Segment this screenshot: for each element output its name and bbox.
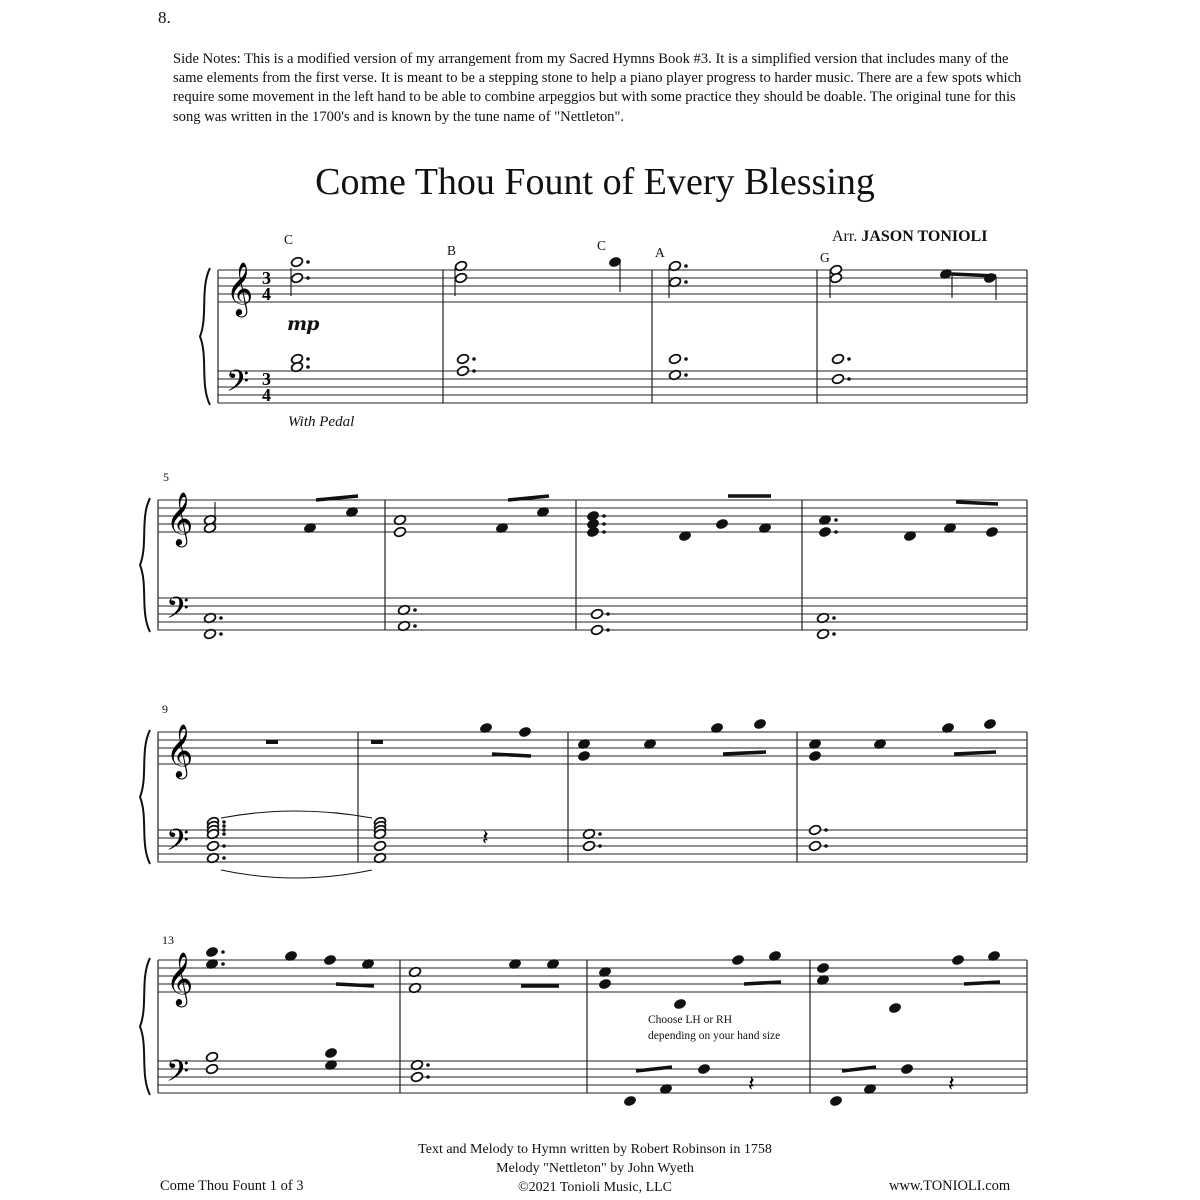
bass-clef: 𝄢 bbox=[166, 824, 190, 865]
time-signature-digit: 3 bbox=[262, 369, 271, 389]
open-notehead bbox=[454, 272, 467, 284]
open-notehead bbox=[808, 824, 821, 836]
filled-notehead bbox=[816, 962, 829, 974]
beam bbox=[336, 984, 374, 986]
augmentation-dot bbox=[222, 820, 226, 824]
beam bbox=[508, 496, 549, 500]
filled-notehead bbox=[673, 998, 686, 1010]
augmentation-dot bbox=[306, 276, 310, 280]
treble-clef: 𝄞 bbox=[166, 491, 194, 545]
footer-website: www.TONIOLI.com bbox=[889, 1178, 1011, 1194]
open-notehead bbox=[290, 256, 303, 268]
credit-line: Melody "Nettleton" by John Wyeth bbox=[496, 1161, 694, 1176]
augmentation-dot bbox=[426, 1075, 430, 1079]
open-notehead bbox=[393, 526, 406, 538]
treble-clef: 𝄞 bbox=[226, 261, 254, 315]
tie bbox=[221, 870, 372, 878]
credit-line: ©2021 Tonioli Music, LLC bbox=[517, 1180, 673, 1195]
chord-symbol: C bbox=[597, 238, 607, 253]
filled-notehead bbox=[518, 726, 531, 738]
tie bbox=[221, 811, 372, 818]
augmentation-dot bbox=[221, 950, 225, 954]
augmentation-dot bbox=[606, 612, 610, 616]
beam bbox=[744, 982, 781, 984]
augmentation-dot bbox=[684, 264, 688, 268]
filled-notehead bbox=[577, 750, 590, 762]
beam bbox=[842, 1067, 876, 1071]
beam bbox=[492, 754, 531, 756]
open-notehead bbox=[373, 840, 386, 852]
quarter-rest: 𝄽 bbox=[482, 826, 489, 851]
filled-notehead bbox=[324, 1047, 337, 1059]
bass-clef: 𝄢 bbox=[166, 592, 190, 633]
augmentation-dot bbox=[472, 357, 476, 361]
augmentation-dot bbox=[602, 530, 606, 534]
augmentation-dot bbox=[472, 369, 476, 373]
augmentation-dot bbox=[847, 357, 851, 361]
dynamic-marking: mp bbox=[287, 313, 319, 335]
open-notehead bbox=[590, 624, 603, 636]
bass-clef: 𝄢 bbox=[226, 365, 250, 406]
augmentation-dot bbox=[306, 260, 310, 264]
beam bbox=[954, 752, 996, 754]
augmentation-dot bbox=[824, 828, 828, 832]
filled-notehead bbox=[808, 750, 821, 762]
time-signature-digit: 4 bbox=[262, 284, 271, 304]
page-title: Come Thou Fount of Every Blessing bbox=[315, 161, 875, 203]
filled-notehead bbox=[829, 1095, 842, 1107]
filled-notehead bbox=[753, 718, 766, 730]
open-notehead bbox=[456, 365, 469, 377]
open-notehead bbox=[831, 373, 844, 385]
augmentation-dot bbox=[834, 518, 838, 522]
system-brace bbox=[140, 498, 150, 632]
augmentation-dot bbox=[824, 844, 828, 848]
augmentation-dot bbox=[684, 373, 688, 377]
measure-number: 13 bbox=[162, 933, 174, 947]
filled-notehead bbox=[731, 954, 744, 966]
filled-notehead bbox=[598, 978, 611, 990]
system-brace bbox=[200, 268, 210, 405]
filled-notehead bbox=[623, 1095, 636, 1107]
beam bbox=[952, 274, 996, 276]
measure-number: 9 bbox=[162, 702, 168, 716]
augmentation-dot bbox=[847, 377, 851, 381]
footer-page-label: Come Thou Fount 1 of 3 bbox=[160, 1178, 304, 1194]
open-notehead bbox=[456, 353, 469, 365]
augmentation-dot bbox=[426, 1063, 430, 1067]
augmentation-dot bbox=[598, 832, 602, 836]
credit-line: Text and Melody to Hymn written by Robert Robinson in 1758 bbox=[418, 1142, 772, 1157]
augmentation-dot bbox=[413, 608, 417, 612]
filled-notehead bbox=[586, 526, 599, 538]
pedal-marking: With Pedal bbox=[288, 414, 355, 430]
filled-notehead bbox=[983, 718, 996, 730]
filled-notehead bbox=[900, 1063, 913, 1075]
filled-notehead bbox=[818, 526, 831, 538]
open-notehead bbox=[582, 840, 595, 852]
chord-symbol: B bbox=[447, 243, 457, 258]
augmentation-dot bbox=[222, 856, 226, 860]
arranger-prefix: Arr. bbox=[832, 228, 858, 245]
filled-notehead bbox=[697, 1063, 710, 1075]
augmentation-dot bbox=[832, 616, 836, 620]
side-notes: Side Notes: This is a modified version of my arrangement from my Sacred Hymns Book #3. It is a simplified version that includes many of the same elements from the first verse. It is meant to be a stepping stone to help a piano player progress to harder music. There are a few spots which require some movement in the left hand to be able to combine arpeggios but with some practice they should be doable. The original tune for this song was written in the 1700's and is known by the tune name of "Nettleton". bbox=[173, 51, 1022, 125]
system-brace bbox=[140, 730, 150, 864]
chord-symbol: G bbox=[820, 250, 830, 265]
whole-rest bbox=[371, 740, 383, 744]
augmentation-dot bbox=[684, 357, 688, 361]
beam bbox=[964, 982, 1000, 984]
open-notehead bbox=[290, 272, 303, 284]
augmentation-dot bbox=[222, 824, 226, 828]
augmentation-dot bbox=[598, 844, 602, 848]
augmentation-dot bbox=[219, 616, 223, 620]
quarter-rest: 𝄽 bbox=[948, 1072, 955, 1097]
measure-number: 5 bbox=[163, 470, 169, 484]
filled-notehead bbox=[951, 954, 964, 966]
augmentation-dot bbox=[413, 624, 417, 628]
open-notehead bbox=[410, 1071, 423, 1083]
augmentation-dot bbox=[834, 530, 838, 534]
augmentation-dot bbox=[221, 962, 225, 966]
treble-clef: 𝄞 bbox=[166, 723, 194, 777]
open-notehead bbox=[831, 353, 844, 365]
beam bbox=[723, 752, 766, 754]
augmentation-dot bbox=[222, 844, 226, 848]
hand-size-note bbox=[648, 1013, 780, 1044]
open-notehead bbox=[808, 840, 821, 852]
whole-rest bbox=[266, 740, 278, 744]
augmentation-dot bbox=[306, 365, 310, 369]
filled-notehead bbox=[205, 946, 218, 958]
hand-note-line: Choose LH or RH bbox=[648, 1014, 733, 1026]
augmentation-dot bbox=[684, 280, 688, 284]
augmentation-dot bbox=[219, 632, 223, 636]
filled-notehead bbox=[323, 954, 336, 966]
augmentation-dot bbox=[606, 628, 610, 632]
augmentation-dot bbox=[832, 632, 836, 636]
hand-note-line: depending on your hand size bbox=[648, 1029, 781, 1042]
open-notehead bbox=[205, 1063, 218, 1075]
beam bbox=[316, 496, 358, 500]
open-notehead bbox=[206, 840, 219, 852]
filled-notehead bbox=[985, 526, 998, 538]
time-signature-digit: 3 bbox=[262, 268, 271, 288]
page-number: 8. bbox=[158, 8, 171, 27]
chord-symbol: C bbox=[284, 232, 294, 247]
augmentation-dot bbox=[602, 522, 606, 526]
system-brace bbox=[140, 958, 150, 1095]
open-notehead bbox=[590, 608, 603, 620]
arranger-name: JASON TONIOLI bbox=[861, 228, 988, 245]
chord-symbol: A bbox=[655, 245, 665, 260]
augmentation-dot bbox=[306, 357, 310, 361]
filled-notehead bbox=[715, 518, 728, 530]
bass-clef: 𝄢 bbox=[166, 1055, 190, 1096]
quarter-rest: 𝄽 bbox=[748, 1072, 755, 1097]
augmentation-dot bbox=[222, 832, 226, 836]
augmentation-dot bbox=[602, 514, 606, 518]
beam bbox=[636, 1067, 672, 1071]
augmentation-dot bbox=[222, 828, 226, 832]
open-notehead bbox=[668, 353, 681, 365]
filled-notehead bbox=[888, 1002, 901, 1014]
treble-clef: 𝄞 bbox=[166, 951, 194, 1005]
time-signature-digit: 4 bbox=[262, 385, 271, 405]
beam bbox=[956, 502, 998, 504]
